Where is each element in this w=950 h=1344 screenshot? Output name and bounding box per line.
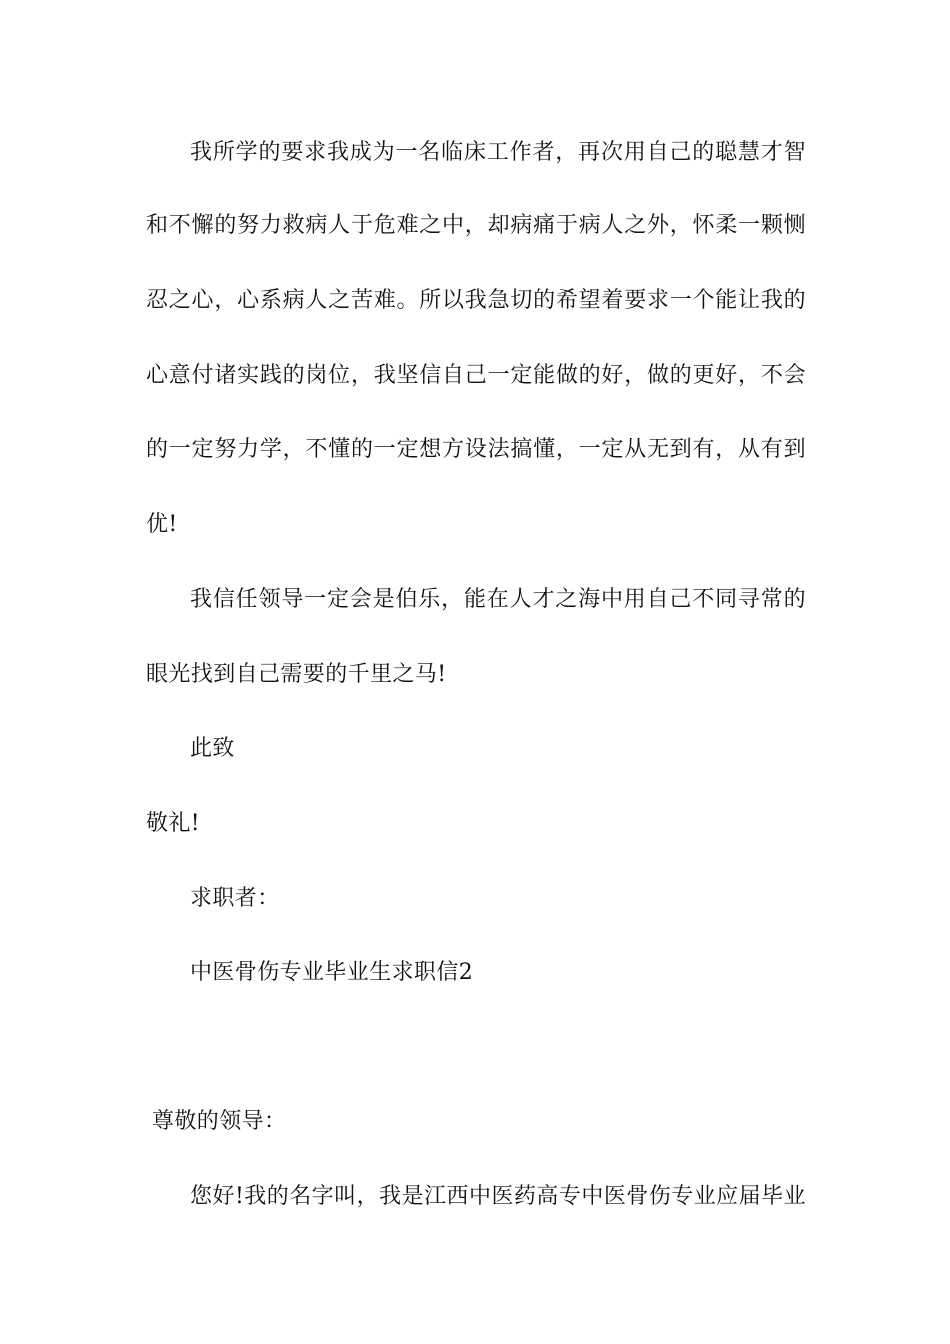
- paragraph-1-line-5: 的一定努力学，不懂的一定想方设法搞懂，一定从无到有，从有到: [146, 437, 806, 462]
- paragraph-1-line-4: 心意付诸实践的岗位，我坚信自己一定能做的好，做的更好，不会: [146, 363, 806, 388]
- paragraph-1-line-3: 忍之心，心系病人之苦难。所以我急切的希望着要求一个能让我的: [146, 288, 806, 313]
- regards-line: 敬礼!: [146, 811, 201, 836]
- paragraph-1-line-6: 优!: [146, 512, 178, 537]
- intro-line: 您好!我的名字叫，我是江西中医药高专中医骨伤专业应届毕业: [190, 1184, 806, 1209]
- paragraph-1-line-1: 我所学的要求我成为一名临床工作者，再次用自己的聪慧才智: [190, 140, 806, 165]
- paragraph-2-line-2: 眼光找到自己需要的千里之马!: [146, 662, 447, 687]
- paragraph-2-line-1: 我信任领导一定会是伯乐，能在人才之海中用自己不同寻常的: [190, 587, 806, 612]
- salutation-line: 尊敬的领导：: [152, 1109, 287, 1134]
- signature-line: 求职者：: [190, 886, 280, 911]
- next-letter-title: 中医骨伤专业毕业生求职信2: [190, 960, 474, 985]
- closing-line: 此致: [190, 736, 235, 761]
- paragraph-1-line-2: 和不懈的努力救病人于危难之中，却病痛于病人之外，怀柔一颗恻: [146, 213, 806, 238]
